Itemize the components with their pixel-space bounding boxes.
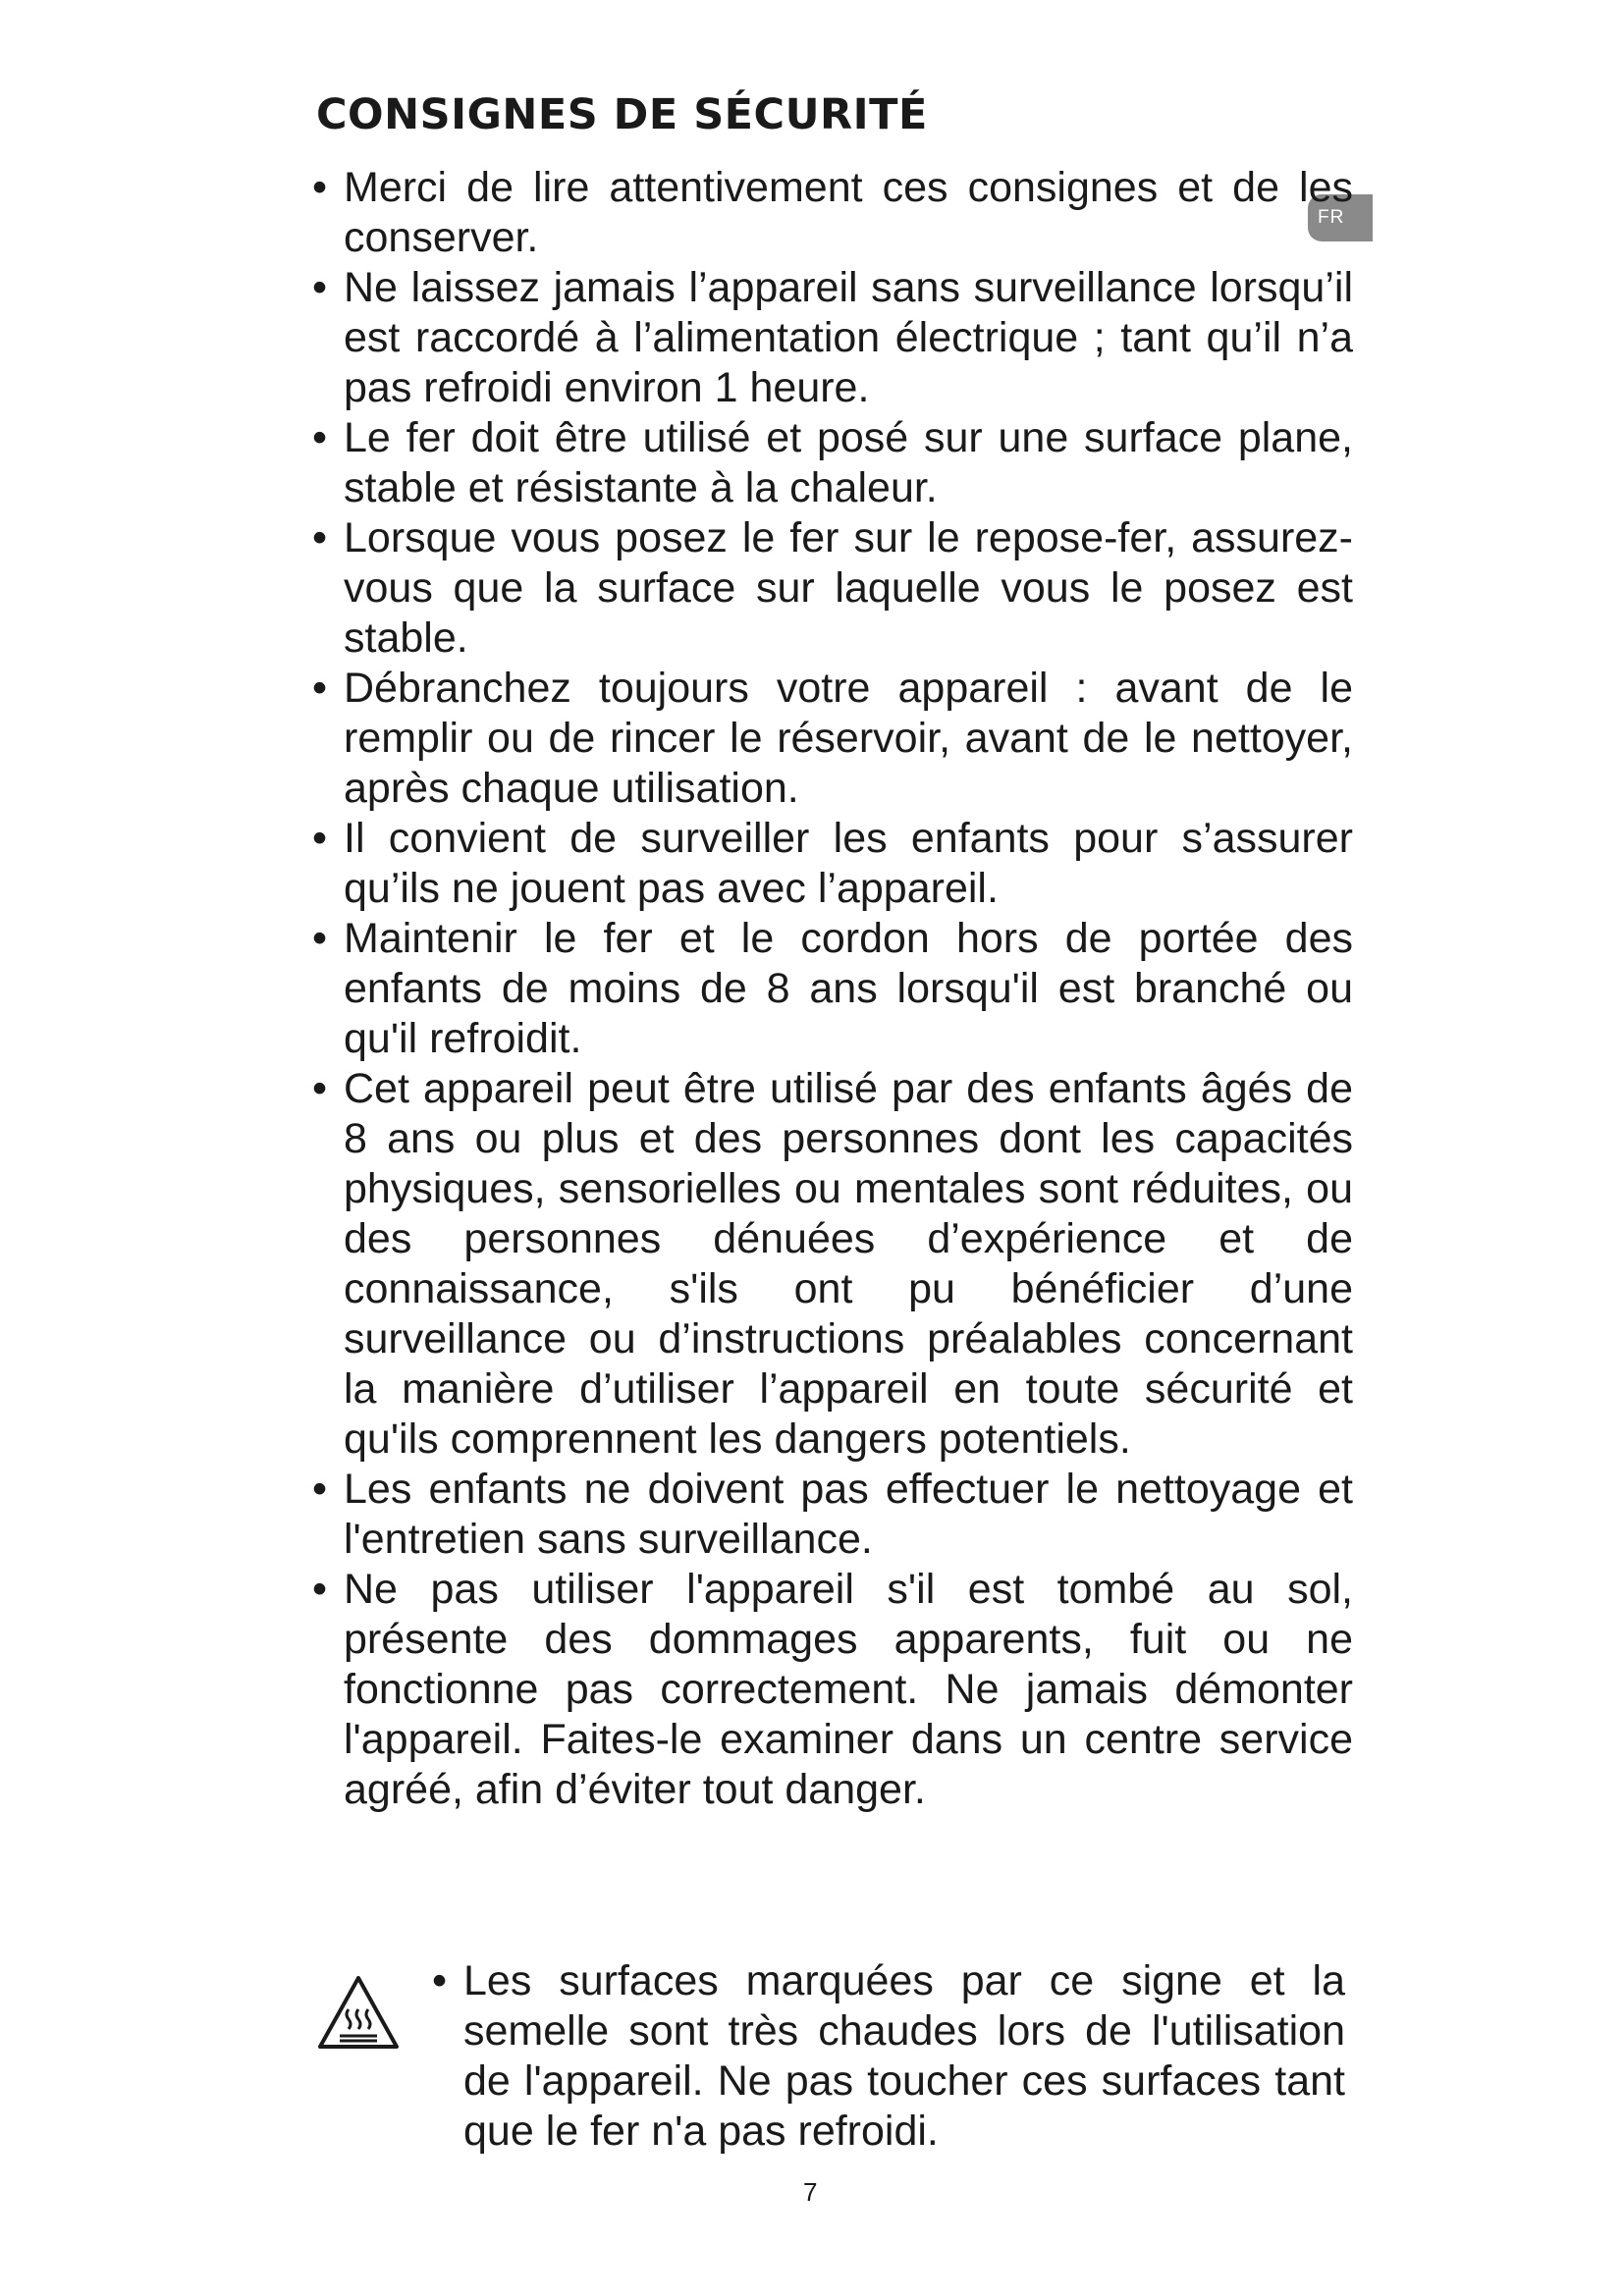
list-item: [312, 814, 1353, 914]
bullet: •: [312, 164, 328, 211]
list-item-text: Il convient de surveiller les enfants pour s’assurer qu’ils ne jouent pas avec l’appareil.: [344, 815, 1353, 912]
bullet: •: [312, 514, 328, 561]
bullet: •: [312, 1566, 328, 1613]
language-tab: FR: [1308, 194, 1373, 241]
list-item-text: Le fer doit être utilisé et posé sur une surface plane, stable et résistante à la chaleur.: [344, 414, 1353, 511]
list-item: [312, 513, 1353, 664]
list-item: [312, 1465, 1353, 1565]
list-item-text: Cet appareil peut être utilisé par des enfants âgés de 8 ans ou plus et des personnes dont les capacités physiques, sensorielles ou mentales sont réduites, ou des personnes dénuées d’expérience et de connaissance, s'ils ont pu bénéficier d’une surveillance ou d’instructions préalables concernant la manière d’utiliser l’appareil en toute sécurité et qu'ils comprennent les dangers potentiels.: [344, 1065, 1353, 1463]
list-item-text: Ne laissez jamais l’appareil sans surveillance lorsqu’il est raccordé à l’alimentation électrique ; tant qu’il n’a pas refroidi environ 1 heure.: [344, 264, 1353, 411]
list-item-text: Merci de lire attentivement ces consignes et de les conserver.: [344, 164, 1353, 261]
list-item-text: Ne pas utiliser l'appareil s'il est tombé au sol, présente des dommages apparents, fuit ou ne fonctionne pas correctement. Ne jamais démonter l'appareil. Faites-le examiner dans un centre service agréé, afin d’éviter tout danger.: [344, 1566, 1353, 1813]
bullet: •: [312, 665, 328, 712]
hot-surface-warning-icon: [316, 1974, 401, 2051]
bullet: •: [432, 1957, 448, 2004]
list-item-text: Les enfants ne doivent pas effectuer le nettoyage et l'entretien sans surveillance.: [344, 1466, 1353, 1563]
list-item: [312, 664, 1353, 814]
page-title: CONSIGNES DE SÉCURITÉ: [316, 90, 928, 139]
bullet: •: [312, 815, 328, 862]
hot-surface-text: [432, 1956, 1345, 2157]
bullet: •: [312, 264, 328, 311]
list-item: [312, 914, 1353, 1064]
bullet: •: [312, 1065, 328, 1112]
list-item: [312, 163, 1353, 263]
bullet: •: [312, 915, 328, 962]
list-item: [312, 413, 1353, 513]
list-item: [312, 263, 1353, 413]
bullet: •: [312, 414, 328, 461]
list-item: [312, 1565, 1353, 1815]
list-item-text: Maintenir le fer et le cordon hors de portée des enfants de moins de 8 ans lorsqu'il est branché ou qu'il refroidit.: [344, 915, 1353, 1062]
list-item: [312, 1064, 1353, 1465]
list-item-text: Débranchez toujours votre appareil : avant de le remplir ou de rincer le réservoir, avant de le nettoyer, après chaque utilisation.: [344, 665, 1353, 812]
page-number: 7: [803, 2177, 818, 2207]
list-item-text: Lorsque vous posez le fer sur le repose-fer, assurez-vous que la surface sur laquelle vous le posez est stable.: [344, 514, 1353, 662]
hot-surface-text-content: Les surfaces marquées par ce signe et la semelle sont très chaudes lors de l'utilisation de l'appareil. Ne pas toucher ces surfaces tant que le fer n'a pas refroidi.: [463, 1957, 1345, 2155]
bullet: •: [312, 1466, 328, 1513]
safety-instructions-list: [312, 163, 1353, 1815]
